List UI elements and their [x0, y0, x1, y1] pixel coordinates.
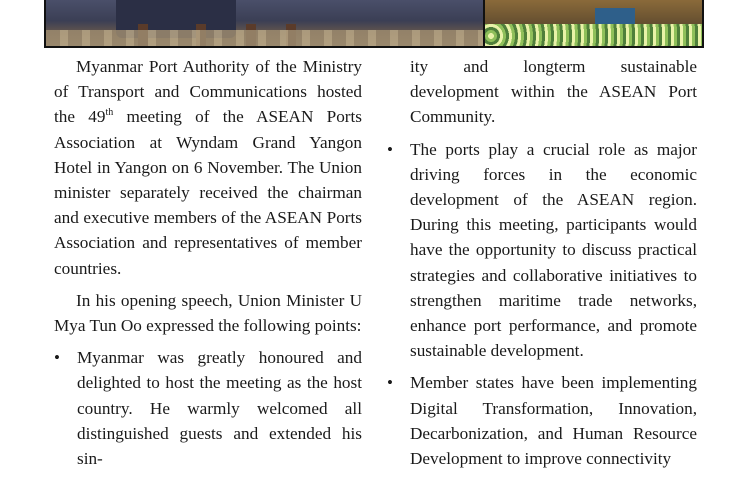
bullet-item-member-states [387, 370, 697, 471]
bullet-item-honoured [54, 345, 362, 471]
bullet-text: Member states have been implementing Digital Transformation, Innovation, Decarbonization, and Human Resource Development to improve connectivity [410, 373, 697, 469]
right-column [387, 54, 697, 478]
continuation-text: ity and longterm sustainable development within the ASEAN Port Community. [410, 57, 697, 127]
bullet-text: The ports play a crucial role as major driving forces in the economic development of the ASEAN region. During this meeting, participants would have the opportunity to discuss practical strategies and collaborative initiatives to strengthen maritime trade networks, enhance port performance, and promote sustainable development. [410, 139, 697, 361]
bullet-icon: • [387, 373, 393, 393]
ordinal-superscript: th [105, 107, 114, 119]
opening-speech-paragraph: In his opening speech, Union Minister U Mya Tun Oo expressed the following points: [54, 290, 362, 336]
bullet-text: Myanmar was greatly honoured and delighted to host the meeting as the host country. He warmly welcomed all distinguished guests and extended his sin- [77, 348, 362, 469]
bullet-item-ports-role [387, 137, 697, 364]
left-column [54, 54, 362, 478]
bullet-icon: • [54, 348, 60, 368]
intro-paragraph: Myanmar Port Authority of the Ministry of Transport and Communications hosted the 49th meeting of the ASEAN Ports Association at Wyndam Grand Yangon Hotel in Yangon on 6 November. The Union minister separately received the chairman and executive members of the ASEAN Ports Association and representatives of member countries. [54, 57, 362, 278]
bullet-icon: • [387, 139, 393, 159]
stage-flowers-photo [485, 0, 702, 46]
meeting-hall-photo [46, 0, 483, 46]
header-photo-strip [44, 0, 704, 48]
